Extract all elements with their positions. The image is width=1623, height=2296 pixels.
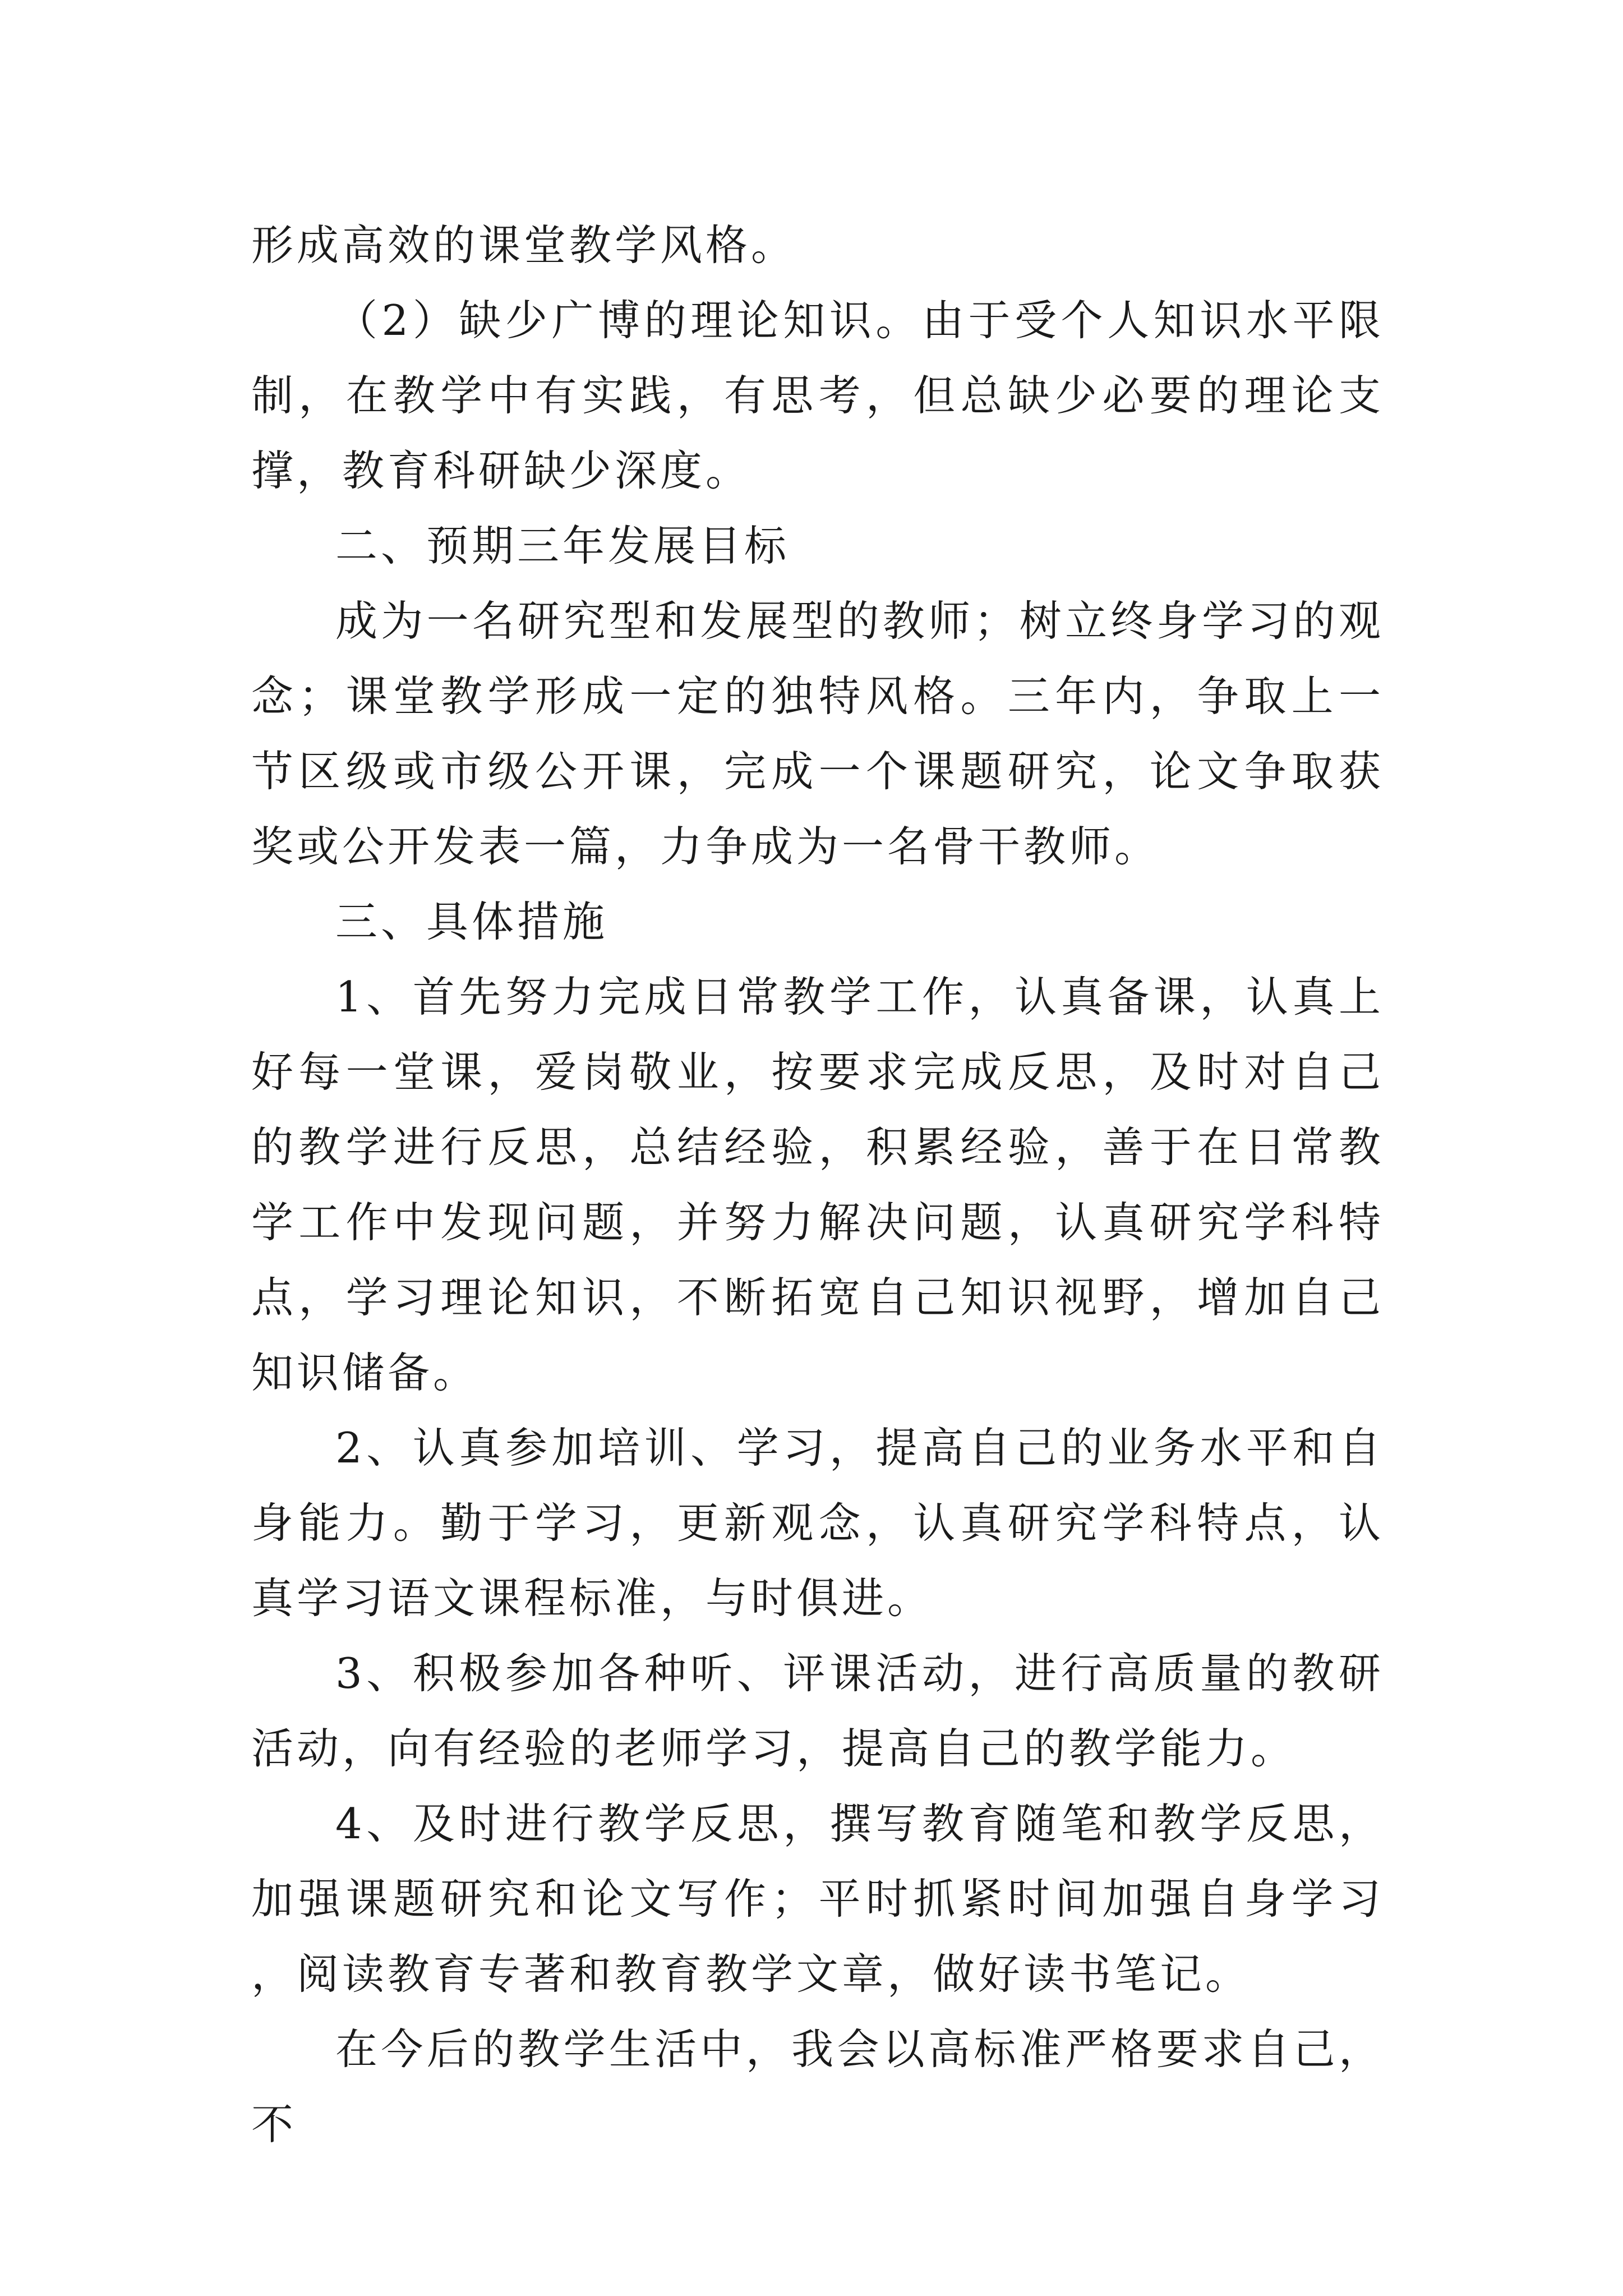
paragraph-closing: 在今后的教学生活中，我会以高标准严格要求自己，不	[251, 2024, 1384, 2149]
paragraph-measure-2: 2、认真参加培训、学习，提高自己的业务水平和自身能力。勤于学习，更新观念，认真研究学科特点，认真学习语文课程标准，与时俱进。	[251, 1423, 1384, 1623]
section-heading-goals: 二、预期三年发展目标	[335, 521, 790, 570]
paragraph-lack-theory: （2）缺少广博的理论知识。由于受个人知识水平限制，在教学中有实践，有思考，但总缺少必要的理论支撑，教育科研缺少深度。	[251, 296, 1384, 495]
document-body	[251, 208, 1384, 2162]
paragraph-goals: 成为一名研究型和发展型的教师；树立终身学习的观念；课堂教学形成一定的独特风格。三年内，争取上一节区级或市级公开课，完成一个课题研究，论文争取获奖或公开发表一篇，力争成为一名骨干教师。	[251, 596, 1384, 871]
section-heading-measures: 三、具体措施	[335, 897, 608, 946]
paragraph-measure-3: 3、积极参加各种听、评课活动，进行高质量的教研活动，向有经验的老师学习，提高自己的教学能力。	[251, 1649, 1384, 1773]
paragraph-continuation: 形成高效的课堂教学风格。	[251, 220, 797, 270]
paragraph-measure-4: 4、及时进行教学反思，撰写教育随笔和教学反思，加强课题研究和论文写作；平时抓紧时间加强自身学习，阅读教育专著和教育教学文章，做好读书笔记。	[251, 1799, 1384, 1999]
paragraph-measure-1: 1、首先努力完成日常教学工作，认真备课，认真上好每一堂课，爱岗敬业，按要求完成反思，及时对自己的教学进行反思，总结经验，积累经验，善于在日常教学工作中发现问题，并努力解决问题，认真研究学科特点，学习理论知识，不断拓宽自己知识视野，增加自己知识储备。	[251, 972, 1384, 1397]
